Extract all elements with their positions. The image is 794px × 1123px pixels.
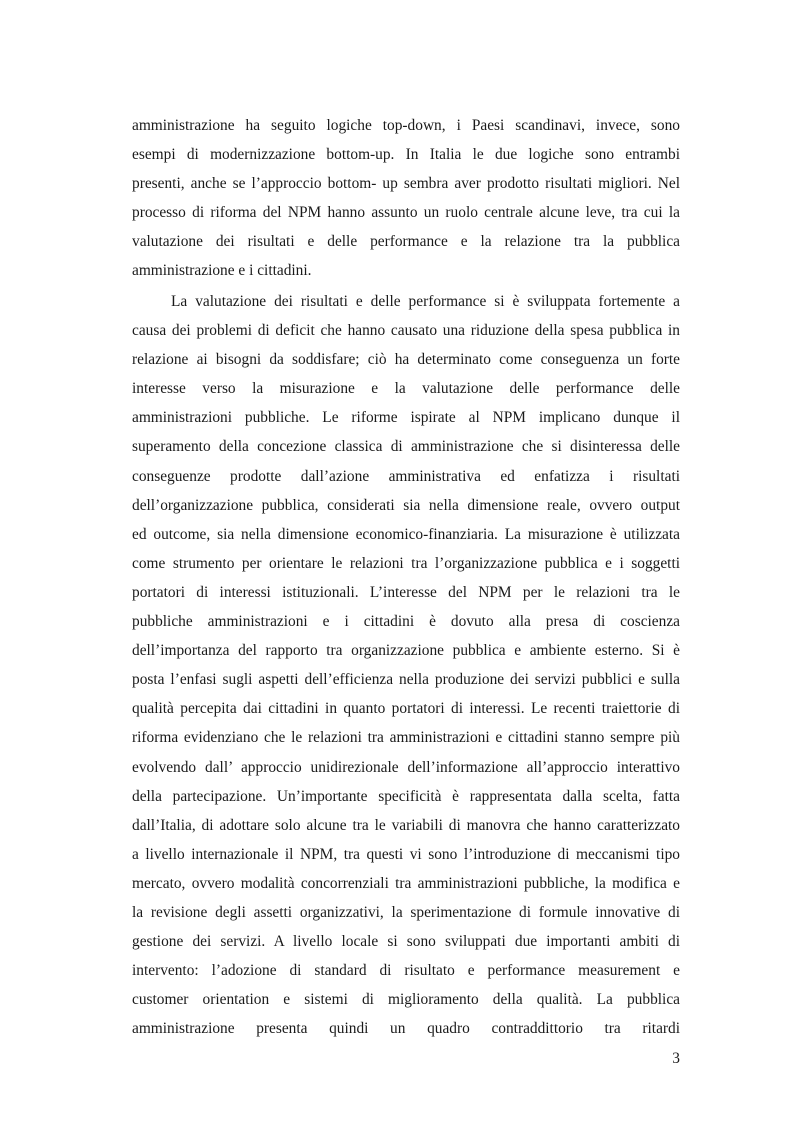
text-line: interesse verso la misurazione e la valutazione delle performance delle bbox=[132, 380, 680, 398]
text-line: customer orientation e sistemi di miglioramento della qualità. La pubblica bbox=[132, 991, 680, 1009]
paragraph-1 bbox=[132, 111, 680, 286]
text-line: amministrazioni pubbliche. Le riforme ispirate al NPM implicano dunque il bbox=[132, 409, 680, 427]
text-line: qualità percepita dai cittadini in quanto portatori di interessi. Le recenti traiettorie di bbox=[132, 700, 680, 718]
text-line: mercato, ovvero modalità concorrenziali tra amministrazioni pubbliche, la modifica e bbox=[132, 874, 680, 892]
text-line: la revisione degli assetti organizzativi, la sperimentazione di formule innovative di bbox=[132, 903, 680, 921]
text-line: posta l’enfasi sugli aspetti dell’efficienza nella produzione dei servizi pubblici e sulla bbox=[132, 671, 680, 689]
text-line: pubbliche amministrazioni e i cittadini è dovuto alla presa di coscienza bbox=[132, 613, 680, 631]
text-line: intervento: l’adozione di standard di risultato e performance measurement e bbox=[132, 962, 680, 980]
text-line: valutazione dei risultati e delle performance e la relazione tra la pubblica bbox=[132, 233, 680, 251]
text-line: La valutazione dei risultati e delle performance si è sviluppata fortemente a bbox=[171, 293, 680, 310]
text-line: gestione dei servizi. A livello locale si sono sviluppati due importanti ambiti di bbox=[132, 933, 680, 951]
text-line: amministrazione presenta quindi un quadro contraddittorio tra ritardi bbox=[132, 1020, 680, 1038]
paragraph-2 bbox=[132, 287, 680, 1043]
text-line: amministrazione ha seguito logiche top-down, i Paesi scandinavi, invece, sono bbox=[132, 117, 680, 134]
text-line: dell’importanza del rapporto tra organizzazione pubblica e ambiente esterno. Si è bbox=[132, 642, 680, 660]
text-line: amministrazione e i cittadini. bbox=[132, 262, 312, 280]
text-line: esempi di modernizzazione bottom-up. In Italia le due logiche sono entrambi bbox=[132, 146, 680, 164]
text-line: a livello internazionale il NPM, tra questi vi sono l’introduzione di meccanismi tipo bbox=[132, 845, 680, 863]
text-line: dell’organizzazione pubblica, considerati sia nella dimensione reale, ovvero output bbox=[132, 496, 680, 514]
text-line: riforma evidenziano che le relazioni tra amministrazioni e cittadini stanno sempre più bbox=[132, 729, 680, 747]
text-line: superamento della concezione classica di amministrazione che si disinteressa delle bbox=[132, 438, 680, 456]
text-line: dall’Italia, di adottare solo alcune tra le variabili di manovra che hanno caratterizzato bbox=[132, 816, 680, 834]
text-line: come strumento per orientare le relazioni tra l’organizzazione pubblica e i soggetti bbox=[132, 554, 680, 572]
text-line: ed outcome, sia nella dimensione economico-finanziaria. La misurazione è utilizzata bbox=[132, 525, 680, 543]
text-line: relazione ai bisogni da soddisfare; ciò ha determinato come conseguenza un forte bbox=[132, 351, 680, 369]
text-line: causa dei problemi di deficit che hanno causato una riduzione della spesa pubblica in bbox=[132, 322, 680, 340]
text-line: conseguenze prodotte dall’azione amministrativa ed enfatizza i risultati bbox=[132, 467, 680, 485]
text-line: evolvendo dall’ approccio unidirezionale dell’informazione all’approccio interattivo bbox=[132, 758, 680, 776]
text-line: processo di riforma del NPM hanno assunto un ruolo centrale alcune leve, tra cui la bbox=[132, 204, 680, 222]
page-number: 3 bbox=[672, 1050, 680, 1067]
text-line: portatori di interessi istituzionali. L’interesse del NPM per le relazioni tra le bbox=[132, 583, 680, 601]
text-line: presenti, anche se l’approccio bottom- up sembra aver prodotto risultati migliori. Nel bbox=[132, 175, 680, 193]
text-line: della partecipazione. Un’importante specificità è rappresentata dalla scelta, fatta bbox=[132, 787, 680, 805]
